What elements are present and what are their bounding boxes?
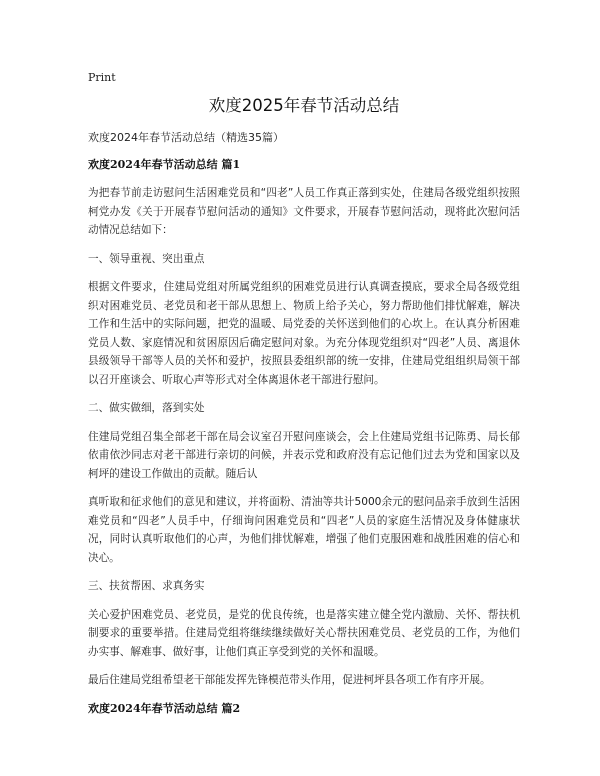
- section-body-3a: 关心爱护困难党员、老党员，是党的优良传统，也是落实建立健全党内激励、关怀、帮扶机制要求的重要举措。住建局党组将继续继续做好关心帮扶困难党员、老党员的工作，为他们办实事、解难事、做好事，让他们真正享受到党的关怀和温暖。: [88, 608, 520, 658]
- section-title-3: 三、扶贫帮困、求真务实: [88, 580, 205, 592]
- print-link[interactable]: Print: [88, 71, 116, 84]
- article-body: [88, 156, 520, 728]
- document-subtitle: 欢度2024年春节活动总结（精选35篇）: [88, 131, 284, 144]
- article-heading-2: 欢度2024年春节活动总结 篇2: [88, 701, 241, 715]
- section-body-2b: 真听取和征求他们的意见和建议，并将面粉、清油等共计5000余元的慰问品亲手放到生活困难党员和“四老”人员手中，仔细询问困难党员和“四老”人员的家庭生活情况及身体健康状况，同时认真听取他们的心声，为他们排忧解难，增强了他们克服困难和战胜困难的信心和决心。: [88, 496, 520, 564]
- section-title-2: 二、做实做细，落到实处: [88, 402, 205, 414]
- section-body-1: 根据文件要求，住建局党组对所属党组织的困难党员进行认真调查摸底，要求全局各级党组织对困难党员、老党员和老干部从思想上、物质上给予关心，努力帮助他们排忧解难，解决工作和生活中的实际问题，把党的温暖、局党委的关怀送到他们的心坎上。在认真分析困难党员人数、家庭情况和贫困原因后确定慰问对象。为充分体现党组织对“四老”人员、离退休县级领导干部等人员的关怀和爱护，按照县委组织部的统一安排，住建局党组组织局领干部以召开座谈会、听取心声等形式对全体离退休老干部进行慰问。: [88, 281, 520, 386]
- intro-paragraph: 为把春节前走访慰问生活困难党员和“四老”人员工作真正落到实处，住建局各级党组织按照柯党办发《关于开展春节慰问活动的通知》文件要求，开展春节慰问活动，现将此次慰问活动情况总结如下：: [88, 187, 520, 236]
- section-title-1: 一、领导重视、突出重点: [88, 252, 205, 265]
- section-body-3b: 最后住建局党组希望老干部能发挥先锋模范带头作用，促进柯坪县各项工作有序开展。: [88, 674, 491, 686]
- document-title: 欢度2025年春节活动总结: [208, 96, 400, 115]
- section-body-2a: 住建局党组召集全部老干部在局会议室召开慰问座谈会，会上住建局党组书记陈勇、局长郁依甫依沙同志对老干部进行亲切的问候，并表示党和政府没有忘记他们过去为党和国家以及柯坪的建设工作做出的贡献。随后认: [88, 430, 520, 480]
- article-heading-1: 欢度2024年春节活动总结 篇1: [88, 158, 241, 171]
